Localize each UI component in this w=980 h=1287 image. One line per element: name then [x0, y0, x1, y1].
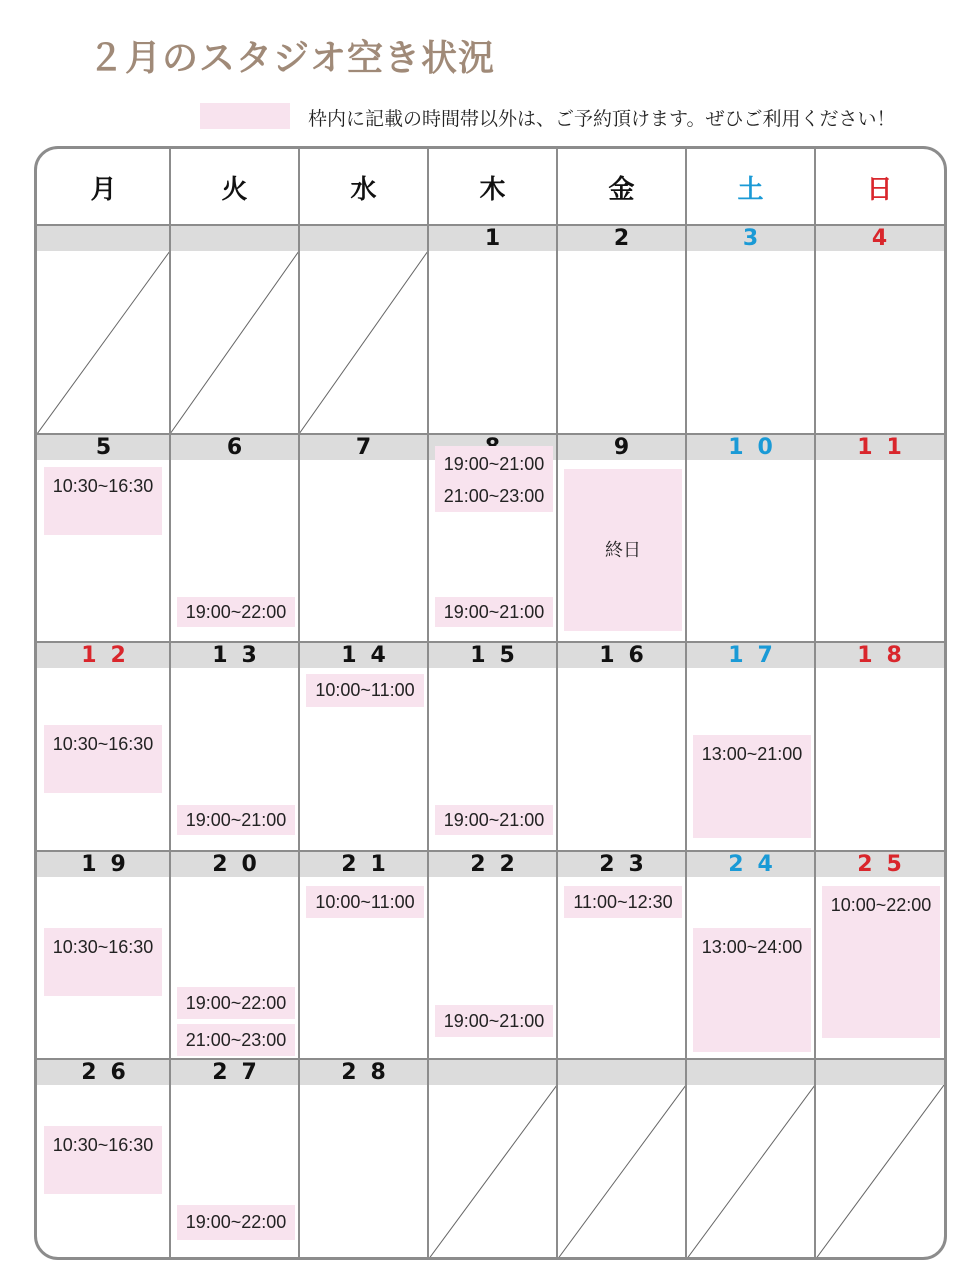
booked-slot: 19:00~21:00 — [435, 1005, 553, 1037]
date-number: 15 — [470, 643, 529, 668]
unavailable-diagonal — [170, 251, 299, 434]
date-number: 28 — [341, 1060, 400, 1085]
legend-text: 枠内に記載の時間帯以外は、ご予約頂けます。ぜひご利用ください！ — [308, 108, 896, 130]
weekday-header: 火 — [221, 174, 248, 205]
date-number: 16 — [599, 643, 658, 668]
date-number: 17 — [728, 643, 787, 668]
weekday-header: 月 — [90, 174, 117, 205]
booked-slot: 10:30~16:30 — [44, 725, 162, 793]
date-number: 1 — [484, 226, 515, 251]
unavailable-diagonal — [428, 1085, 557, 1260]
date-number: 27 — [212, 1060, 271, 1085]
date-number: 6 — [226, 435, 257, 460]
booked-slot: 10:00~11:00 — [306, 674, 424, 707]
page-title: ２月のスタジオ空き状況 — [88, 38, 496, 79]
grid-column-divider — [685, 149, 687, 1257]
weekday-header: 金 — [608, 174, 635, 205]
unavailable-diagonal — [815, 1085, 944, 1260]
date-bar — [170, 225, 299, 251]
booked-slot: 終日 — [564, 469, 682, 631]
weekday-header: 土 — [737, 174, 764, 205]
date-number: 12 — [81, 643, 140, 668]
booked-slot: 19:00~21:00 — [435, 446, 553, 483]
booked-slot: 10:00~22:00 — [822, 886, 940, 1038]
date-number: 9 — [613, 435, 644, 460]
date-number: 5 — [95, 435, 126, 460]
date-number: 22 — [470, 852, 529, 877]
weekday-header: 日 — [866, 174, 893, 205]
date-bar — [557, 1059, 686, 1085]
grid-row-divider — [37, 1058, 944, 1060]
legend-swatch — [200, 103, 290, 129]
booked-slot: 19:00~21:00 — [177, 805, 295, 835]
booked-slot: 19:00~22:00 — [177, 1205, 295, 1240]
date-number: 7 — [355, 435, 386, 460]
booked-slot: 13:00~21:00 — [693, 735, 811, 838]
grid-column-divider — [427, 149, 429, 1257]
date-number: 13 — [212, 643, 271, 668]
date-number: 2 — [613, 226, 644, 251]
booked-slot: 13:00~24:00 — [693, 928, 811, 1052]
date-number: 3 — [742, 226, 773, 251]
grid-column-divider — [814, 149, 816, 1257]
date-number: 10 — [728, 435, 787, 460]
booked-slot: 19:00~22:00 — [177, 597, 295, 627]
grid-column-divider — [169, 149, 171, 1257]
date-number: 23 — [599, 852, 658, 877]
date-number: 14 — [341, 643, 400, 668]
unavailable-diagonal — [686, 1085, 815, 1260]
unavailable-diagonal — [299, 251, 428, 434]
date-number: 25 — [857, 852, 916, 877]
booked-slot: 10:30~16:30 — [44, 467, 162, 535]
date-number: 26 — [81, 1060, 140, 1085]
grid-column-divider — [298, 149, 300, 1257]
booked-slot: 19:00~21:00 — [435, 805, 553, 835]
unavailable-diagonal — [557, 1085, 686, 1260]
grid-column-divider — [556, 149, 558, 1257]
date-bar — [815, 1059, 944, 1085]
grid-row-divider — [37, 433, 944, 435]
booked-slot: 10:30~16:30 — [44, 1126, 162, 1194]
grid-row-divider — [37, 850, 944, 852]
date-number: 21 — [341, 852, 400, 877]
unavailable-diagonal — [37, 251, 170, 434]
booked-slot: 10:00~11:00 — [306, 886, 424, 918]
weekday-header: 木 — [479, 174, 506, 205]
date-number: 24 — [728, 852, 787, 877]
date-number: 11 — [857, 435, 916, 460]
date-bar — [686, 1059, 815, 1085]
date-bar — [37, 225, 170, 251]
booked-slot: 21:00~23:00 — [435, 480, 553, 512]
weekday-header: 水 — [350, 174, 377, 205]
date-number: 19 — [81, 852, 140, 877]
booked-slot: 10:30~16:30 — [44, 928, 162, 996]
booked-slot: 11:00~12:30 — [564, 886, 682, 918]
date-number: 4 — [871, 226, 902, 251]
date-number: 18 — [857, 643, 916, 668]
date-bar — [299, 225, 428, 251]
booked-slot: 21:00~23:00 — [177, 1024, 295, 1056]
booked-slot: 19:00~21:00 — [435, 597, 553, 627]
grid-row-divider — [37, 641, 944, 643]
grid-row-divider — [37, 224, 944, 226]
booked-slot: 19:00~22:00 — [177, 987, 295, 1019]
calendar-grid — [34, 146, 947, 1260]
date-number: 20 — [212, 852, 271, 877]
date-bar — [428, 1059, 557, 1085]
